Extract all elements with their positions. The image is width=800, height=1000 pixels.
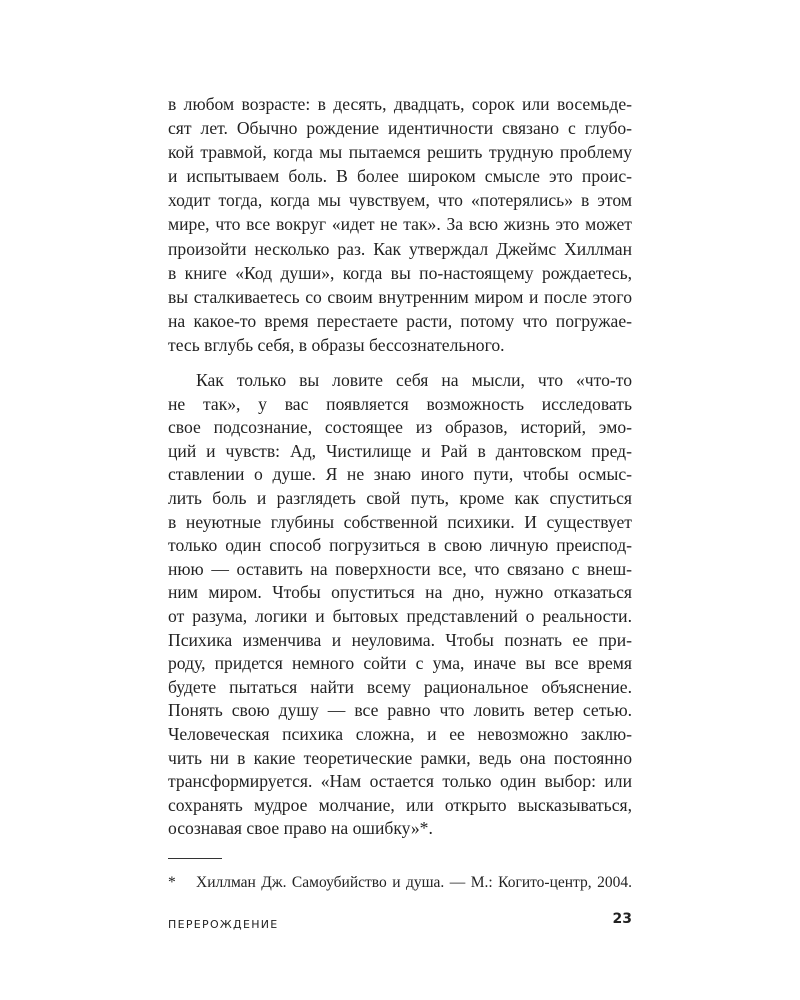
text-line: сохранять мудрое молчание, или открыто высказываться, xyxy=(168,794,632,815)
paragraph-1 xyxy=(168,92,632,357)
text-line: от разума, логики и бытовых представлений о реальности. xyxy=(168,605,632,626)
text-line: лить боль и разглядеть свой путь, кроме как спуститься xyxy=(168,487,632,508)
text-line: трансформируется. «Нам остается только один выбор: или xyxy=(168,771,632,792)
text-line: тесь вглубь себя, в образы бессознательного. xyxy=(168,334,505,355)
text-line: Понять свою душу — все равно что ловить ветер сетью. xyxy=(168,700,632,721)
footnote-marker: * xyxy=(168,874,176,891)
text-line: кой травмой, когда мы пытаемся решить трудную проблему xyxy=(168,142,632,163)
text-line: в неуютные глубины собственной психики. И существует xyxy=(168,511,632,532)
text-line: Как только вы ловите себя на мысли, что «что-то xyxy=(196,370,632,390)
page-footer xyxy=(168,913,632,932)
text-line: на какое-то время перестаете расти, потому что погружае- xyxy=(168,310,632,331)
text-line: не так», у вас появляется возможность исследовать xyxy=(168,393,632,414)
footnote-divider xyxy=(168,858,222,859)
text-line: ций и чувств: Ад, Чистилище и Рай в дантовском пред- xyxy=(168,440,632,461)
text-line: в книге «Код души», когда вы по-настоящему рождаетесь, xyxy=(168,262,632,283)
page-number: 23 xyxy=(612,911,632,927)
text-line: Психика изменчива и неуловима. Чтобы познать ее при- xyxy=(168,629,632,650)
footnote-text: Хиллман Дж. Самоубийство и душа. — М.: Когито-центр, 2004. xyxy=(196,874,632,891)
text-line: будете пытаться найти всему рациональное объяснение. xyxy=(168,676,632,697)
running-title: ПЕРЕРОЖДЕНИЕ xyxy=(168,918,279,931)
text-line: в любом возрасте: в десять, двадцать, сорок или восемьде- xyxy=(168,94,632,114)
text-line: роду, придется немного сойти с ума, иначе вы все время xyxy=(168,653,632,674)
text-line: произойти несколько раз. Как утверждал Джеймс Хиллман xyxy=(168,238,632,259)
text-line: вы сталкиваетесь со своим внутренним миром и после этого xyxy=(168,286,632,307)
text-line: ходит тогда, когда мы чувствуем, что «потерялись» в этом xyxy=(168,190,632,211)
paragraph-2 xyxy=(168,369,632,841)
text-line: только один способ погрузиться в свою личную преиспод- xyxy=(168,535,632,556)
text-line: чить ни в какие теоретические рамки, ведь она постоянно xyxy=(168,747,632,768)
text-line: Человеческая психика сложна, и ее невозможно заклю- xyxy=(168,723,632,744)
text-line: ним миром. Чтобы опуститься на дно, нужно отказаться xyxy=(168,582,632,603)
text-line: и испытываем боль. В более широком смысле это проис- xyxy=(168,166,632,187)
text-line: свое подсознание, состоящее из образов, историй, эмо- xyxy=(168,417,632,438)
text-line: нюю — оставить на поверхности все, что связано с внеш- xyxy=(168,558,632,579)
text-line: мире, что все вокруг «идет не так». За всю жизнь это может xyxy=(168,214,632,235)
text-line: ставлении о душе. Я не знаю иного пути, чтобы осмыс- xyxy=(168,464,632,485)
text-line: осознавая свое право на ошибку»*. xyxy=(168,818,433,839)
text-line: сят лет. Обычно рождение идентичности связано с глубо- xyxy=(168,118,632,139)
